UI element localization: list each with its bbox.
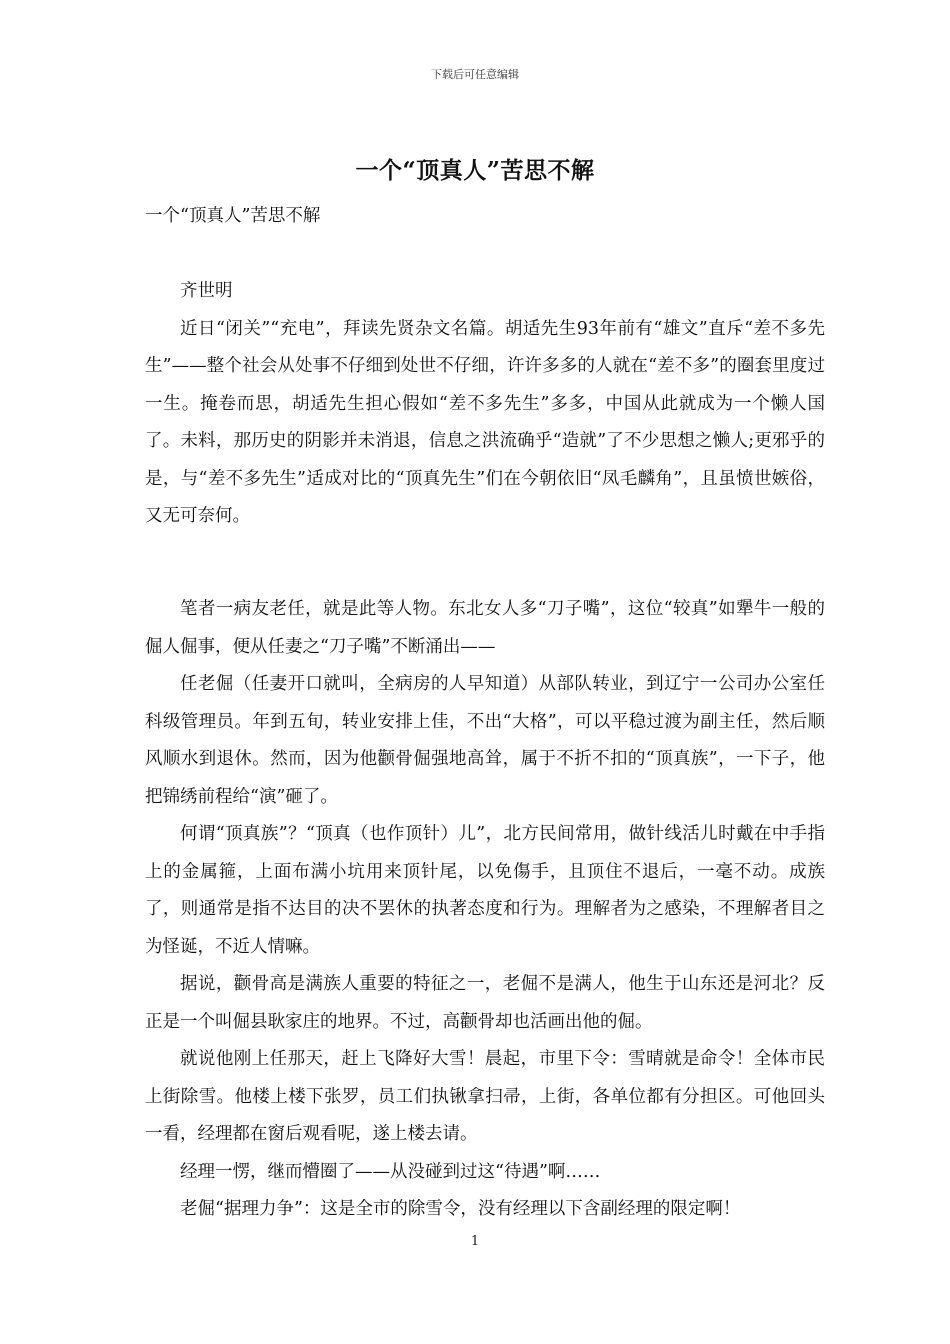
subtitle: 一个“顶真人”苦思不解: [145, 206, 321, 226]
spacer: [145, 536, 825, 554]
paragraph-3: 任老倔（任妻开口就叫，全病房的人早知道）从部队转业，到辽宁一公司办公室任科级管理员。年到五旬，转业安排上佳，不出“大格”，可以平稳过渡为副主任，然后顺风顺水到退休。然而，因为他颧骨倔强地高耸，属于不折不扣的“顶真族”，一下子，他把锦绣前程给“演”砸了。: [145, 674, 825, 807]
paragraph-1: 近日“闭关”“充电”，拜读先贤杂文名篇。胡适先生93年前有“雄文”直斥“差不多先生”——整个社会从处事不仔细到处世不仔细，许许多多的人就在“差不多”的圈套里度过一生。掩卷而思，胡适先生担心假如“差不多先生”多多，中国从此就成为一个懒人国了。未料，那历史的阴影并未消退，信息之洪流确乎“造就”了不少思想之懒人;更邪乎的是，与“差不多先生”适成对比的“顶真先生”们在今朝依旧“凤毛麟角”，且虽愤世嫉俗，又无可奈何。: [145, 318, 825, 526]
paragraph-2: 笔者一病友老任，就是此等人物。东北女人多“刀子嘴”，这位“较真”如犟牛一般的倔人倔事，便从任妻之“刀子嘴”不断涌出——: [145, 599, 825, 657]
paragraph-8: 老倔“据理力争”：这是全市的除雪令，没有经理以下含副经理的限定啊！: [180, 1199, 741, 1219]
header-note: 下载后可任意编辑: [431, 68, 519, 81]
page-number: 1: [470, 1234, 480, 1249]
spacer: [145, 554, 825, 592]
paragraph-5: 据说，颧骨高是满族人重要的特征之一，老倔不是满人，他生于山东还是河北？反正是一个叫倔县耿家庄的地界。不过，高颧骨却也活画出他的倔。: [145, 974, 825, 1032]
paragraph-4: 何谓“顶真族”？“顶真（也作顶针）儿”，北方民间常用，做针线活儿时戴在中手指上的金属箍，上面布满小坑用来顶针尾，以免傷手，且顶住不退后，一毫不动。成族了，则通常是指不达目的决不罢休的执著态度和行为。理解者为之感染，不理解者目之为怪诞，不近人情嘛。: [145, 824, 825, 957]
paragraph-6: 就说他刚上任那天，赶上飞降好大雪！晨起，市里下令：雪晴就是命令！全体市民上街除雪。他楼上楼下张罗，员工们执锹拿扫帚，上街，各单位都有分担区。可他回头一看，经理都在窗后观看呢，遂上楼去请。: [145, 1049, 825, 1144]
spacer: [145, 236, 825, 274]
document-body: [145, 198, 825, 1229]
author-line: 齐世明: [180, 281, 233, 301]
paragraph-7: 经理一愣，继而懵圈了——从没碰到过这“待遇”啊……: [180, 1161, 601, 1182]
document-title: 一个“顶真人”苦思不解: [355, 157, 595, 184]
